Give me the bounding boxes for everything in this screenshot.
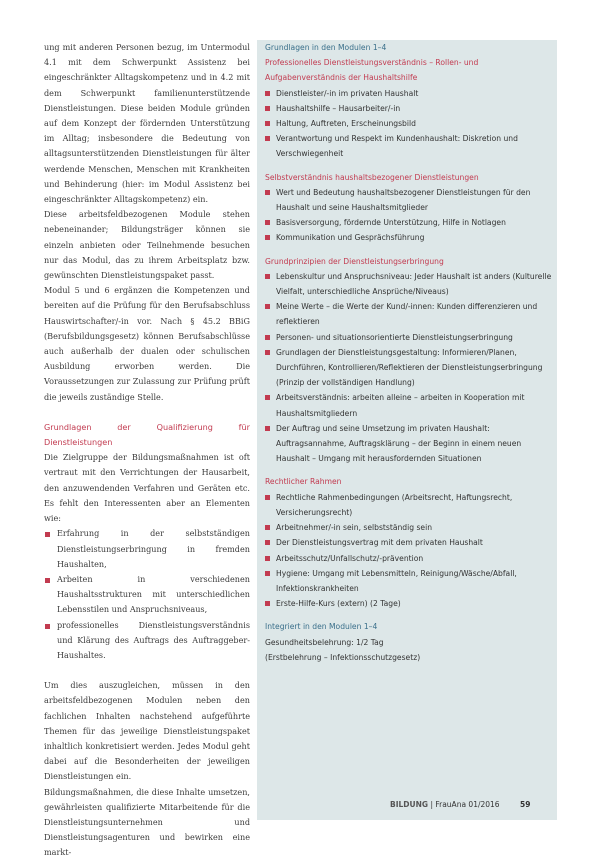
list-item: Lebenskultur und Anspruchsniveau: Jeder Haushalt ist anders (Kulturelle Vielfalt, unterschiedliche Ansprüche/Niveaus) — [265, 269, 553, 299]
list-item: Haltung, Auftreten, Erscheinungsbild — [265, 116, 553, 131]
list-item: Dienstleister/-in im privaten Haushalt — [265, 86, 553, 101]
sidebar-list — [265, 490, 553, 612]
sidebar-list — [265, 269, 553, 467]
sidebar-list — [265, 185, 553, 246]
list-item: Verantwortung und Respekt im Kundenhaushalt: Diskretion und Verschwiegenheit — [265, 131, 553, 161]
sidebar-section-title: Rechtlicher Rahmen — [265, 477, 342, 487]
paragraph-4: Die Zielgruppe der Bildungsmaßnahmen ist oft vertraut mit den Verrichtungen der Hausarbeit, den anzuwendenden Verfahren und Geräten etc. Es fehlt den Interessenten aber an Elementen wie: — [44, 452, 250, 524]
bullet-list — [44, 526, 250, 663]
paragraph-6: Bildungsmaßnahmen, die diese Inhalte umsetzen, gewährleisten qualifizierte Mitarbeitende für die Dienstleistungsunternehmen und Dienstleistungsagenturen und bewirken eine markt- — [44, 786, 250, 858]
footer-issue: FrauAna 01/2016 — [435, 800, 500, 809]
page-footer — [390, 800, 530, 809]
list-item: Meine Werte – die Werte der Kund/-innen: Kunden differenzieren und reflektieren — [265, 299, 553, 329]
sidebar-text: Gesundheitsbelehrung: 1/2 Tag — [265, 637, 384, 647]
list-item: Erste-Hilfe-Kurs (extern) (2 Tage) — [265, 596, 553, 611]
footer-divider: | — [430, 800, 436, 809]
section-heading: Grundlagen der Qualifizierung für Dienstleistungen — [44, 421, 250, 448]
paragraph-5: Um dies auszugleichen, müssen in den arbeitsfeldbezogenen Modulen neben den fachlichen Inhalten nachstehend aufgeführte Themen für das jeweilige Dienstleistungspaket inhaltlich konkretisiert werden. Jedes Modul geht dabei auf die Besonderheiten der jeweiligen Dienstleistungen ein. — [44, 680, 250, 782]
list-item: Hygiene: Umgang mit Lebensmitteln, Reinigung/Wäsche/Abfall, Infektionskrankheiten — [265, 566, 553, 596]
paragraph-3: Modul 5 und 6 ergänzen die Kompetenzen und bereiten auf die Prüfung für den Berufsabschluss Hauswirtschafter/-in vor. Nach § 45.2 BBiG (Berufsbildungsgesetz) können Berufsabschlüsse auch außerhalb der dualen oder schulischen Ausbildung erworben werden. Die Voraussetzungen zur Zulassung zur Prüfung prüft die jeweils zuständige Stelle. — [44, 285, 250, 402]
list-item: Rechtliche Rahmenbedingungen (Arbeitsrecht, Haftungsrecht, Versicherungsrecht) — [265, 490, 553, 520]
list-item: Basisversorgung, fördernde Unterstützung, Hilfe in Notlagen — [265, 215, 553, 230]
list-item: Der Dienstleistungsvertrag mit dem privaten Haushalt — [265, 535, 553, 550]
sidebar-content — [265, 40, 553, 665]
list-item: Arbeitsverständnis: arbeiten alleine – arbeiten in Kooperation mit Haushaltsmitgliedern — [265, 390, 553, 420]
paragraph-2: Diese arbeitsfeldbezogenen Module stehen nebeneinander; Bildungsträger können sie einzeln anbieten oder Teilnehmende besuchen nur das Modul, das zu ihrem Arbeitsplatz bzw. gewünschten Dienstleistungspaket passt. — [44, 209, 250, 281]
list-item: Personen- und situationsorientierte Dienstleistungserbringung — [265, 330, 553, 345]
sidebar-text: (Erstbelehrung – Infektionsschutzgesetz) — [265, 652, 421, 662]
list-item: Der Auftrag und seine Umsetzung im privaten Haushalt: Auftragsannahme, Auftragsklärung – der Beginn in einem neuen Haushalt – Umgang mit herausfordernden Situationen — [265, 421, 553, 467]
sidebar-title: Grundlagen in den Modulen 1–4 — [265, 43, 387, 52]
list-item: Arbeitsschutz/Unfallschutz/-prävention — [265, 551, 553, 566]
paragraph-1: ung mit anderen Personen bezug, im Untermodul 4.1 mit dem Schwerpunkt Assistenz bei eingeschränkter Alltagskompetenz und in 4.2 mit dem Schwerpunkt familienunterstützende Dienstleistungen. Diese beiden Module gründen auf dem Konzept der fördernden Unterstützung im Alltag; insbesondere die Bedeutung von alltagsunterstützenden Dienstleistungen für älter werdende Menschen, Menschen mit Krankheiten und Behinderung (hier: im Modul Assistenz bei eingeschränkter Alltagskompetenz) ein. — [44, 42, 250, 205]
list-item: Grundlagen der Dienstleistungsgestaltung: Informieren/Planen, Durchführen, Kontrollieren/Reflektieren der Dienstleistungserbringung (Prinzip der vollständigen Handlung) — [265, 345, 553, 391]
sidebar-section-title: Grundprinzipien der Dienstleistungserbringung — [265, 256, 444, 266]
list-item: professionelles Dienstleistungsverständnis und Klärung des Auftrags des Auftraggeber-Haushaltes. — [44, 618, 250, 664]
page-number: 59 — [519, 800, 531, 809]
list-item: Wert und Bedeutung haushaltsbezogener Dienstleistungen für den Haushalt und seine Haushaltsmitglieder — [265, 185, 553, 215]
sidebar-section-title: Professionelles Dienstleistungsverständnis – Rollen- und Aufgabenverständnis der Haushaltshilfe — [265, 58, 479, 83]
list-item: Arbeiten in verschiedenen Haushaltsstrukturen mit unterschiedlichen Lebensstilen und Anspruchsniveaus, — [44, 572, 250, 618]
list-item: Haushaltshilfe – Hausarbeiter/-in — [265, 101, 553, 116]
footer-section: BILDUNG — [390, 800, 429, 809]
list-item: Kommunikation und Gesprächsführung — [265, 230, 553, 245]
sidebar-section-title: Integriert in den Modulen 1–4 — [265, 622, 378, 632]
list-item: Erfahrung in der selbstständigen Dienstleistungserbringung in fremden Haushalten, — [44, 526, 250, 572]
list-item: Arbeitnehmer/-in sein, selbstständig sein — [265, 520, 553, 535]
sidebar-section-title: Selbstverständnis haushaltsbezogener Dienstleistungen — [265, 172, 479, 182]
main-text-column — [44, 40, 250, 861]
sidebar-list — [265, 86, 553, 162]
